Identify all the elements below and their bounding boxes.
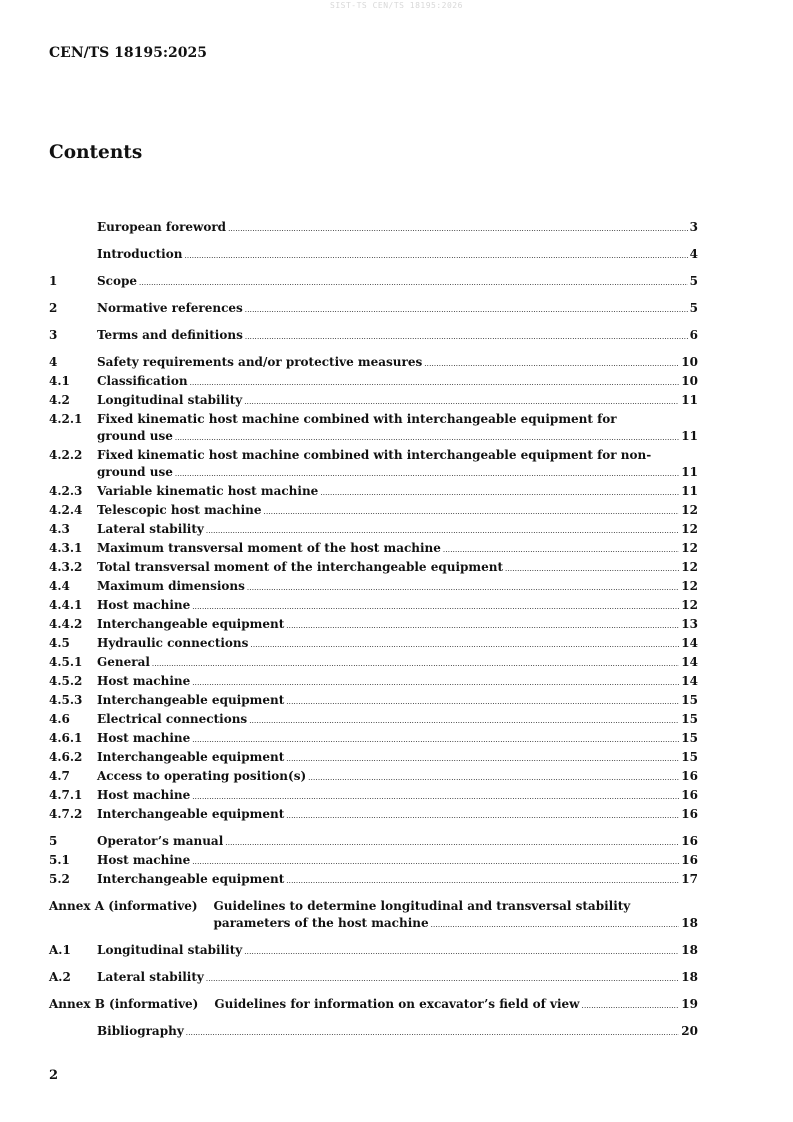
dot-leader <box>192 789 679 806</box>
toc-entry-title: Introduction <box>97 247 183 261</box>
toc-entry-title: Interchangeable equipment <box>97 693 285 707</box>
toc-entry-number: 4 <box>49 355 58 369</box>
toc-entry-title: Fixed kinematic host machine combined with interchangeable equipment for <box>97 412 617 426</box>
toc-page-number: 16 <box>681 807 698 821</box>
toc-page-number: 11 <box>681 393 698 407</box>
toc-page-number: 19 <box>681 997 698 1011</box>
toc-entry-title: parameters of the host machine <box>213 916 429 930</box>
toc-page-number: 11 <box>681 429 698 443</box>
toc-entry-number: A.1 <box>49 943 71 957</box>
dot-leader <box>152 656 679 673</box>
toc-entry[interactable] <box>49 246 698 265</box>
toc-page-number: 16 <box>681 834 698 848</box>
toc-entry-title: ground use <box>97 429 173 443</box>
toc-page-number: 10 <box>681 374 698 388</box>
toc-entry-title: Hydraulic connections <box>97 636 249 650</box>
toc-entry[interactable] <box>49 273 698 292</box>
page-title: Contents <box>49 142 143 163</box>
toc-entry[interactable] <box>49 635 698 654</box>
toc-entry-title: Longitudinal stability <box>97 943 243 957</box>
dot-leader <box>582 998 680 1015</box>
toc-page-number: 18 <box>681 943 698 957</box>
toc-entry-number: 4.5.2 <box>49 674 83 688</box>
toc-page-number: 15 <box>681 731 698 745</box>
toc-entry[interactable] <box>49 852 698 871</box>
toc-entry-title: Interchangeable equipment <box>97 750 285 764</box>
toc-entry[interactable] <box>49 730 698 749</box>
toc-entry-title: Variable kinematic host machine <box>97 484 319 498</box>
toc-entry[interactable] <box>49 787 698 806</box>
toc-page-number: 16 <box>681 769 698 783</box>
toc-entry-title: Lateral stability <box>97 522 204 536</box>
toc-entry[interactable] <box>49 768 698 787</box>
toc-page-number: 16 <box>681 788 698 802</box>
toc-entry-number: 5.1 <box>49 853 70 867</box>
toc-entry[interactable] <box>49 540 698 559</box>
toc-entry-title: Classification <box>97 374 188 388</box>
dot-leader <box>431 917 680 934</box>
toc-entry-title: Normative references <box>97 301 243 315</box>
dot-leader <box>286 751 679 768</box>
toc-page-number: 4 <box>689 247 698 261</box>
toc-page-number: 13 <box>681 617 698 631</box>
toc-page-number: 15 <box>681 693 698 707</box>
toc-entry-title: Maximum transversal moment of the host machine <box>97 541 441 555</box>
toc-entry-number: 4.2.3 <box>49 484 83 498</box>
toc-page-number: 6 <box>689 328 698 342</box>
toc-entry[interactable] <box>49 871 698 890</box>
dot-leader <box>286 694 679 711</box>
toc-page-number: 14 <box>681 636 698 650</box>
toc-page-number: 12 <box>681 541 698 555</box>
toc-entry-number: 3 <box>49 328 58 342</box>
dot-leader <box>206 523 679 540</box>
dot-leader <box>225 835 679 852</box>
toc-entry[interactable] <box>49 749 698 768</box>
toc-entry-number: 4.2.2 <box>49 448 83 462</box>
toc-page-number: 11 <box>681 465 698 479</box>
toc-entry[interactable] <box>49 1023 698 1042</box>
watermark: SIST-TS CEN/TS 18195:2026 <box>330 1 463 10</box>
toc-entry-title: Host machine <box>97 731 191 745</box>
toc-entry[interactable] <box>49 373 698 392</box>
dot-leader <box>245 329 688 346</box>
toc-entry-title: Total transversal moment of the interchangeable equipment <box>97 560 504 574</box>
toc-entry-title: Host machine <box>97 598 191 612</box>
toc-entry-number: 4.4 <box>49 579 70 593</box>
toc-entry-title: Guidelines to determine longitudinal and transversal stability <box>213 899 631 913</box>
toc-page-number: 12 <box>681 560 698 574</box>
toc-entry-number: 4.2.1 <box>49 412 83 426</box>
toc-entry-number: 4.1 <box>49 374 70 388</box>
toc-entry-title: Host machine <box>97 674 191 688</box>
toc-page-number: 12 <box>681 503 698 517</box>
toc-entry-title: Terms and definitions <box>97 328 243 342</box>
document-id: CEN/TS 18195:2025 <box>49 45 207 61</box>
toc-entry[interactable] <box>49 597 698 616</box>
toc-entry-number: 4.3.2 <box>49 560 83 574</box>
toc-entry[interactable] <box>49 833 698 852</box>
toc-entry-title: ground use <box>97 465 173 479</box>
toc-entry-number: A.2 <box>49 970 71 984</box>
toc-entry[interactable] <box>49 996 698 1015</box>
toc-page-number: 16 <box>681 853 698 867</box>
dot-leader <box>308 770 679 787</box>
dot-leader <box>175 430 679 447</box>
toc-entry-title: Operator’s manual <box>97 834 224 848</box>
toc-page-number: 12 <box>681 598 698 612</box>
toc-page-number: 12 <box>681 522 698 536</box>
dot-leader <box>139 275 688 292</box>
toc-entry[interactable] <box>49 969 698 988</box>
toc-entry[interactable] <box>49 806 698 825</box>
toc-entry[interactable] <box>49 616 698 635</box>
toc-entry[interactable] <box>49 392 698 411</box>
toc-entry[interactable] <box>49 578 698 597</box>
dot-leader <box>320 485 679 502</box>
toc-page-number: 14 <box>681 674 698 688</box>
toc-entry-number: 4.5 <box>49 636 70 650</box>
dot-leader <box>192 599 679 616</box>
dot-leader <box>192 675 679 692</box>
dot-leader <box>244 944 679 961</box>
toc-page-number: 20 <box>681 1024 698 1038</box>
dot-leader <box>184 248 687 265</box>
toc-entry-title: Host machine <box>97 788 191 802</box>
toc-entry-number: 4.4.2 <box>49 617 83 631</box>
dot-leader <box>286 808 679 825</box>
toc-entry[interactable] <box>49 354 698 373</box>
dot-leader <box>443 542 679 559</box>
toc-page-number: 11 <box>681 484 698 498</box>
toc-entry-number: 5 <box>49 834 58 848</box>
toc-entry[interactable] <box>49 483 698 502</box>
toc-page-number: 18 <box>681 916 698 930</box>
toc-entry[interactable] <box>49 447 698 483</box>
toc-entry-title: Scope <box>97 274 138 288</box>
toc-entry-number: 4.2.4 <box>49 503 83 517</box>
toc-page-number: 3 <box>689 220 698 234</box>
dot-leader <box>175 466 679 483</box>
toc-page-number: 14 <box>681 655 698 669</box>
dot-leader <box>244 394 679 411</box>
toc-entry[interactable] <box>49 942 698 961</box>
toc-entry[interactable] <box>49 411 698 447</box>
toc-entry-title: Host machine <box>97 853 191 867</box>
dot-leader <box>249 713 679 730</box>
toc-entry-number: 4.5.1 <box>49 655 83 669</box>
toc-page-number: 12 <box>681 579 698 593</box>
toc-entry[interactable] <box>49 219 698 238</box>
toc-entry[interactable] <box>49 502 698 521</box>
toc-entry-number: 2 <box>49 301 58 315</box>
page-number: 2 <box>49 1068 59 1083</box>
toc-entry-number: 4.5.3 <box>49 693 83 707</box>
toc-page-number: 5 <box>689 301 698 315</box>
toc-entry-title: Interchangeable equipment <box>97 807 285 821</box>
dot-leader <box>247 580 679 597</box>
dot-leader <box>192 732 679 749</box>
dot-leader <box>250 637 679 654</box>
toc-entry[interactable] <box>49 654 698 673</box>
dot-leader <box>228 221 688 238</box>
dot-leader <box>264 504 680 521</box>
dot-leader <box>192 854 679 871</box>
toc-entry-number: 4.2 <box>49 393 70 407</box>
dot-leader <box>186 1025 680 1042</box>
toc-page-number: 17 <box>681 872 698 886</box>
toc-entry-number: 4.6 <box>49 712 70 726</box>
toc-entry-title: European foreword <box>97 220 227 234</box>
toc-annex-label: Annex A (informative) <box>49 899 198 913</box>
toc-entry-title: Guidelines for information on excavator’s field of view <box>214 997 580 1011</box>
toc-entry[interactable] <box>49 327 698 346</box>
toc-entry-title: Interchangeable equipment <box>97 617 285 631</box>
toc-entry-number: 1 <box>49 274 58 288</box>
toc-entry-number: 4.3 <box>49 522 70 536</box>
toc-entry-number: 4.7.1 <box>49 788 83 802</box>
toc-entry-number: 4.4.1 <box>49 598 83 612</box>
toc-entry[interactable] <box>49 559 698 578</box>
toc-entry-title: Interchangeable equipment <box>97 872 285 886</box>
toc-page-number: 10 <box>681 355 698 369</box>
toc-entry-title: Longitudinal stability <box>97 393 243 407</box>
toc-entry-title: Electrical connections <box>97 712 248 726</box>
dot-leader <box>505 561 679 578</box>
dot-leader <box>190 375 680 392</box>
toc-entry-number: 5.2 <box>49 872 70 886</box>
toc-page-number: 15 <box>681 750 698 764</box>
toc-entry[interactable] <box>49 898 698 934</box>
dot-leader <box>286 873 679 890</box>
toc-entry-title: Lateral stability <box>97 970 204 984</box>
toc-entry-title: Fixed kinematic host machine combined with interchangeable equipment for non- <box>97 448 652 462</box>
toc-entry-title: Bibliography <box>97 1024 184 1038</box>
dot-leader <box>206 971 679 988</box>
toc-entry-title: General <box>97 655 150 669</box>
toc-page-number: 15 <box>681 712 698 726</box>
toc-entry-number: 4.6.2 <box>49 750 83 764</box>
table-of-contents <box>49 219 698 1042</box>
toc-entry-title: Safety requirements and/or protective measures <box>97 355 423 369</box>
toc-page-number: 5 <box>689 274 698 288</box>
toc-entry-title: Telescopic host machine <box>97 503 262 517</box>
dot-leader <box>424 356 679 373</box>
toc-entry-title: Access to operating position(s) <box>97 769 307 783</box>
toc-entry-number: 4.7 <box>49 769 70 783</box>
toc-entry[interactable] <box>49 521 698 540</box>
toc-entry-number: 4.3.1 <box>49 541 83 555</box>
toc-entry-number: 4.7.2 <box>49 807 83 821</box>
dot-leader <box>286 618 679 635</box>
toc-annex-label: Annex B (informative) <box>49 997 199 1011</box>
toc-entry-number: 4.6.1 <box>49 731 83 745</box>
toc-page-number: 18 <box>681 970 698 984</box>
dot-leader <box>245 302 688 319</box>
toc-entry[interactable] <box>49 673 698 692</box>
toc-entry[interactable] <box>49 692 698 711</box>
toc-entry[interactable] <box>49 711 698 730</box>
toc-entry-title: Maximum dimensions <box>97 579 245 593</box>
toc-entry[interactable] <box>49 300 698 319</box>
